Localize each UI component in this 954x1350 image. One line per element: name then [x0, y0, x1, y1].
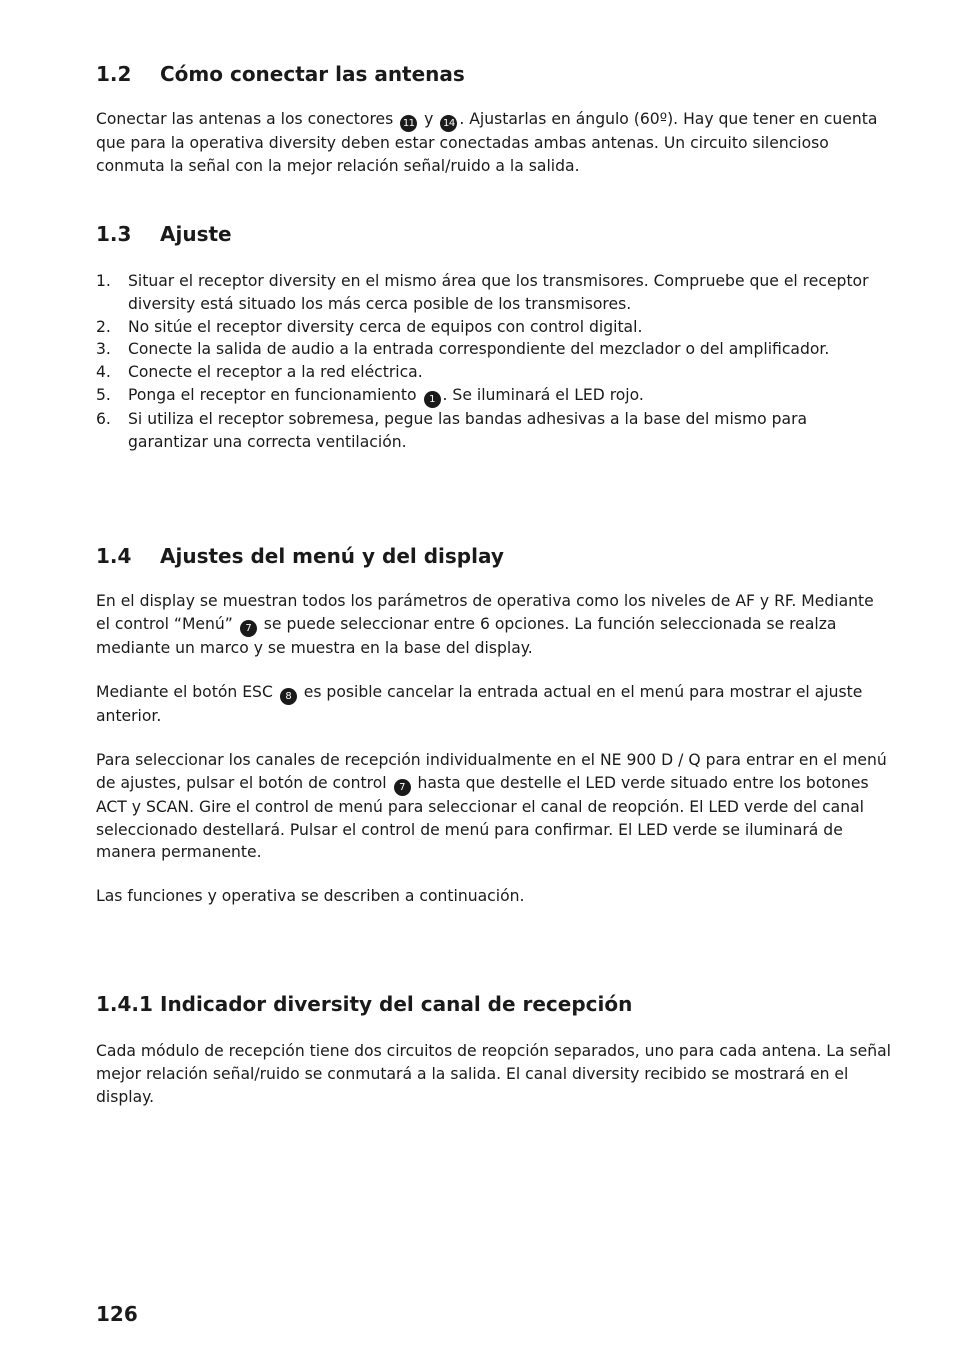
paragraph-antennas [96, 108, 891, 178]
section-title: Indicador diversity del canal de recepción [160, 992, 633, 1016]
item-number: 5. [96, 385, 111, 404]
section-number: 1.3 [96, 222, 132, 246]
item-text: Si utiliza el receptor sobremesa, pegue las bandas adhesivas a la base del mismo para garantizar una correcta ventilación. [128, 409, 808, 451]
heading-1-4 [96, 544, 504, 568]
text: Mediante el botón ESC [96, 683, 278, 701]
item-text: Conecte el receptor a la red eléctrica. [128, 363, 423, 382]
heading-1-4-1 [96, 992, 632, 1016]
text: En el display se muestran todos los parámetros de operativa como los niveles de AF y RF. Mediante el control “Menú” [96, 592, 874, 633]
paragraph-diversity: Cada módulo de recepción tiene dos circuitos de reopción separados, uno para cada antena. La señal mejor relación señal/ruido se conmutará a la salida. El canal diversity recibido se mostrará en el display. [96, 1042, 891, 1106]
paragraph-functions: Las funciones y operativa se describen a continuación. [96, 887, 525, 905]
list-item [96, 384, 891, 408]
item-text: Conecte la salida de audio a la entrada correspondiente del mezclador o del amplificador. [128, 340, 830, 359]
paragraph-channels [96, 749, 891, 864]
item-number: 6. [96, 409, 111, 428]
text: Para seleccionar los canales de recepción individualmente en el NE 900 D / Q para entrar en el menú de ajustes, pulsar el botón de control [96, 751, 887, 792]
text: es posible cancelar la entrada actual en el menú para mostrar el ajuste anterior. [96, 683, 863, 725]
list-item [96, 270, 891, 316]
text: y [419, 110, 439, 128]
section-number: 1.2 [96, 62, 132, 86]
list-item [96, 338, 891, 361]
text: se puede seleccionar entre 6 opciones. La función seleccionada se realza mediante un marco y se muestra en la base del display. [96, 614, 837, 657]
callout-badge: 8 [280, 688, 297, 705]
callout-badge: 14 [440, 115, 457, 132]
callout-badge: 1 [424, 391, 441, 408]
callout-badge: 11 [400, 115, 417, 132]
text: Ponga el receptor en funcionamiento [128, 385, 422, 404]
callout-badge: 7 [240, 620, 257, 637]
section-title: Cómo conectar las antenas [160, 62, 465, 86]
item-text [128, 384, 891, 408]
paragraph-esc [96, 681, 891, 728]
list-item [96, 361, 891, 384]
section-number: 1.4 [96, 544, 132, 568]
page-number: 126 [96, 1302, 138, 1326]
text: . Se iluminará el LED rojo. [442, 385, 644, 404]
text: . Ajustarlas en ángulo (60º). Hay que tener en cuenta que para la operativa diversity deben estar conectadas ambas antenas. Un circuito silencioso conmuta la señal con la mejor relación señal/ruido a la salida. [96, 110, 878, 175]
setup-steps-list [96, 270, 891, 454]
item-number: 4. [96, 363, 111, 382]
text: Conectar las antenas a los conectores [96, 110, 399, 128]
paragraph-display [96, 590, 891, 660]
heading-1-2 [96, 62, 465, 86]
item-number: 2. [96, 317, 111, 336]
section-title: Ajuste [160, 222, 232, 246]
item-number: 3. [96, 340, 111, 359]
item-text: No sitúe el receptor diversity cerca de equipos con control digital. [128, 317, 643, 336]
section-number: 1.4.1 [96, 992, 153, 1016]
item-number: 1. [96, 272, 111, 290]
item-text: Situar el receptor diversity en el mismo área que los transmisores. Compruebe que el receptor diversity está situado los más cerca posible de los transmisores. [128, 272, 869, 313]
section-title: Ajustes del menú y del display [160, 544, 504, 568]
text: hasta que destelle el LED verde situado entre los botones ACT y SCAN. Gire el control de menú para seleccionar el canal de reopción. El LED verde del canal seleccionado destellará. Pulsar el control de menú para confirmar. El LED verde se iluminará de manera permanente. [96, 773, 869, 862]
list-item [96, 316, 891, 339]
list-item [96, 408, 891, 454]
heading-1-3 [96, 222, 232, 246]
callout-badge: 7 [394, 779, 411, 796]
